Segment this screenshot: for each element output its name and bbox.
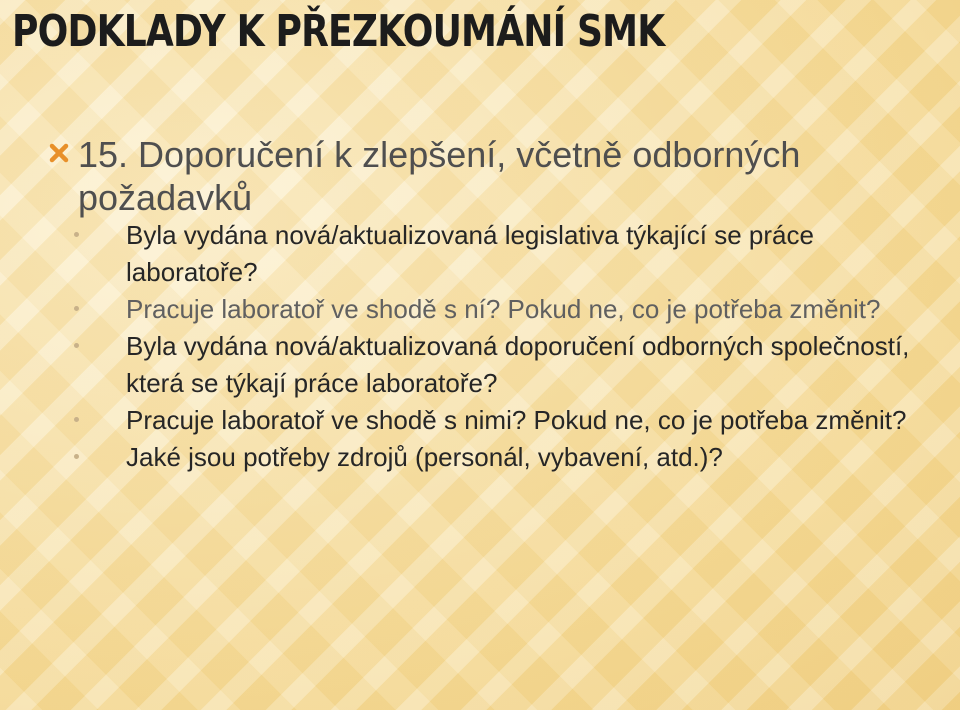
slide-content bbox=[48, 133, 928, 476]
bullet-list bbox=[48, 217, 928, 476]
list-item-text: Pracuje laboratoř ve shodě s ní? Pokud ne, co je potřeba změnit? bbox=[126, 294, 881, 324]
list-item bbox=[48, 402, 928, 439]
bullet-dot-icon bbox=[74, 343, 79, 348]
list-item bbox=[48, 291, 928, 328]
list-item-text: Byla vydána nová/aktualizovaná doporučení odborných společností, která se týkají práce laboratoře? bbox=[126, 331, 910, 398]
list-item-text: Jaké jsou potřeby zdrojů (personál, vybavení, atd.)? bbox=[126, 442, 723, 472]
list-item bbox=[48, 328, 928, 402]
orange-x-bullet-icon bbox=[48, 142, 70, 164]
list-item-text: Byla vydána nová/aktualizovaná legislativa týkající se práce laboratoře? bbox=[126, 220, 814, 287]
slide-title: PODKLADY K PŘEZKOUMÁNÍ SMK bbox=[12, 6, 665, 57]
bullet-dot-icon bbox=[74, 417, 79, 422]
bullet-dot-icon bbox=[74, 232, 79, 237]
list-item bbox=[48, 439, 928, 476]
list-item bbox=[48, 217, 928, 291]
heading-row bbox=[48, 133, 928, 219]
list-item-text: Pracuje laboratoř ve shodě s nimi? Pokud ne, co je potřeba změnit? bbox=[126, 405, 907, 435]
bullet-dot-icon bbox=[74, 306, 79, 311]
section-heading: 15. Doporučení k zlepšení, včetně odborných požadavků bbox=[78, 134, 801, 218]
bullet-dot-icon bbox=[74, 454, 79, 459]
